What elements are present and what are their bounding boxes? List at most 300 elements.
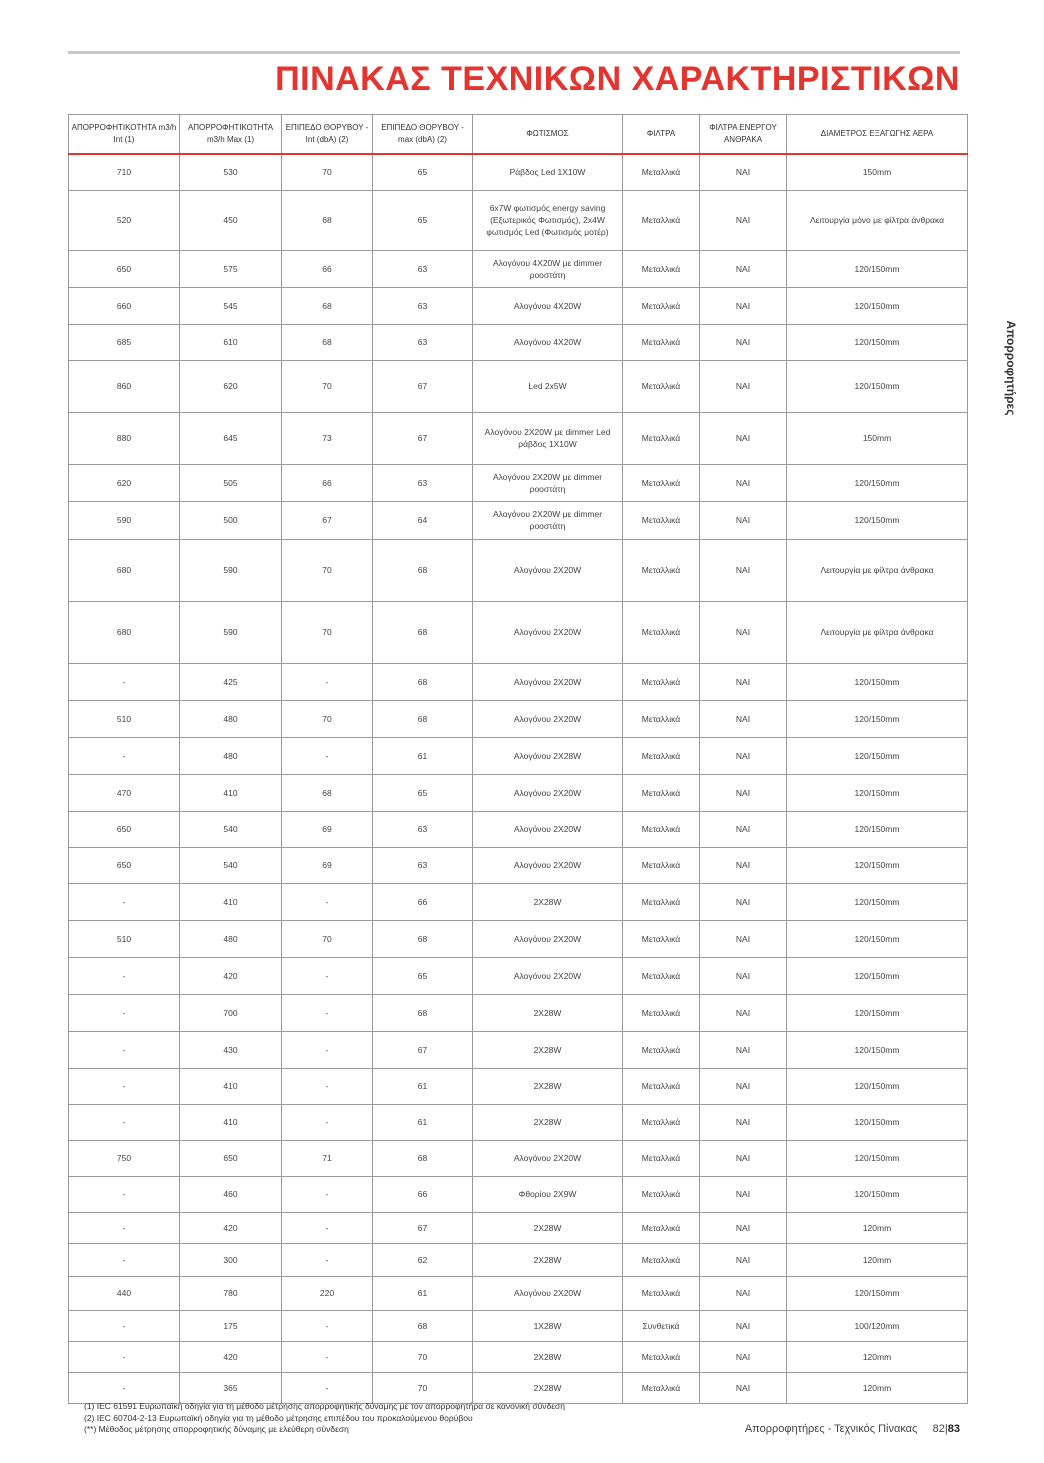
table-cell: ΝΑΙ — [700, 700, 787, 737]
table-cell: 120/150mm — [787, 1104, 968, 1140]
table-cell: 520 — [69, 190, 180, 250]
table-cell: Αλογόνου 2Χ28W — [473, 737, 623, 774]
table-row — [69, 1104, 968, 1140]
table-cell: 68 — [373, 700, 473, 737]
table-cell: - — [282, 1176, 373, 1212]
table-cell: 68 — [373, 920, 473, 957]
table-cell: 120/150mm — [787, 663, 968, 700]
table-cell: 69 — [282, 847, 373, 883]
table-cell: 120/150mm — [787, 811, 968, 847]
table-cell: 860 — [69, 360, 180, 412]
table-cell: ΝΑΙ — [700, 1176, 787, 1212]
table-cell: 645 — [180, 412, 282, 464]
table-cell: Μεταλλικά — [623, 1372, 700, 1403]
table-cell: 710 — [69, 154, 180, 190]
page-number-left: 82 — [932, 1423, 945, 1435]
table-row — [69, 464, 968, 501]
table-cell: - — [69, 1310, 180, 1341]
table-cell: 440 — [69, 1276, 180, 1310]
table-cell: 120/150mm — [787, 1176, 968, 1212]
table-row — [69, 1176, 968, 1212]
table-cell: 450 — [180, 190, 282, 250]
table-row — [69, 324, 968, 360]
table-cell: Μεταλλικά — [623, 920, 700, 957]
table-cell: Μεταλλικά — [623, 501, 700, 539]
table-cell: 120/150mm — [787, 737, 968, 774]
table-cell: Αλογόνου 2Χ20W — [473, 700, 623, 737]
table-cell: Αλογόνου 2Χ20W — [473, 774, 623, 811]
table-cell: ΝΑΙ — [700, 190, 787, 250]
top-rule — [68, 51, 960, 54]
table-cell: - — [282, 1068, 373, 1104]
table-cell: Μεταλλικά — [623, 464, 700, 501]
table-cell: 67 — [282, 501, 373, 539]
table-cell: Αλογόνου 2Χ20W — [473, 847, 623, 883]
table-cell: 68 — [373, 994, 473, 1031]
table-cell: Μεταλλικά — [623, 1031, 700, 1068]
table-cell: ΝΑΙ — [700, 1310, 787, 1341]
table-cell: ΝΑΙ — [700, 1243, 787, 1276]
table-cell: - — [282, 957, 373, 994]
table-cell: ΝΑΙ — [700, 1031, 787, 1068]
table-cell: Μεταλλικά — [623, 154, 700, 190]
table-cell: ΝΑΙ — [700, 287, 787, 324]
table-cell: Λειτουργία με φίλτρα άνθρακα — [787, 601, 968, 663]
table-cell: 68 — [373, 601, 473, 663]
column-header: ΕΠΙΠΕΔΟ ΘΟΡΥΒΟΥ - Int (dbA) (2) — [282, 115, 373, 155]
table-cell: 685 — [69, 324, 180, 360]
table-cell: Αλογόνου 2Χ20W με dimmer ροοστάτη — [473, 501, 623, 539]
table-cell: ΝΑΙ — [700, 811, 787, 847]
table-cell: 70 — [282, 920, 373, 957]
table-row — [69, 601, 968, 663]
table-cell: - — [69, 663, 180, 700]
table-cell: 530 — [180, 154, 282, 190]
table-cell: 540 — [180, 847, 282, 883]
table-cell: 2Χ28W — [473, 1104, 623, 1140]
table-cell: ΝΑΙ — [700, 737, 787, 774]
column-header: ΦΙΛΤΡΑ ΕΝΕΡΓΟΥ ΑΝΘΡΑΚΑ — [700, 115, 787, 155]
table-cell: 120/150mm — [787, 1276, 968, 1310]
table-cell: 590 — [69, 501, 180, 539]
table-cell: 505 — [180, 464, 282, 501]
table-row — [69, 1243, 968, 1276]
table-cell: 120mm — [787, 1212, 968, 1243]
table-cell: ΝΑΙ — [700, 774, 787, 811]
table-cell: - — [69, 1212, 180, 1243]
table-row — [69, 1276, 968, 1310]
table-cell: - — [69, 1104, 180, 1140]
table-cell: 120/150mm — [787, 1068, 968, 1104]
table-cell: Μεταλλικά — [623, 1212, 700, 1243]
table-row — [69, 663, 968, 700]
table-cell: ΝΑΙ — [700, 1212, 787, 1243]
table-cell: 73 — [282, 412, 373, 464]
table-cell: 650 — [69, 847, 180, 883]
table-cell: 610 — [180, 324, 282, 360]
table-cell: 69 — [282, 811, 373, 847]
table-cell: Μεταλλικά — [623, 1104, 700, 1140]
table-cell: ΝΑΙ — [700, 539, 787, 601]
table-cell: 410 — [180, 883, 282, 920]
table-cell: Μεταλλικά — [623, 737, 700, 774]
table-cell: 2Χ28W — [473, 1031, 623, 1068]
table-row — [69, 190, 968, 250]
table-cell: Led 2x5W — [473, 360, 623, 412]
table-row — [69, 883, 968, 920]
table-cell: 300 — [180, 1243, 282, 1276]
table-cell: - — [282, 1243, 373, 1276]
table-cell: 650 — [180, 1140, 282, 1176]
table-cell: 61 — [373, 1104, 473, 1140]
table-cell: 2Χ28W — [473, 883, 623, 920]
table-cell: Αλογόνου 4Χ20W με dimmer ροοστάτη — [473, 250, 623, 287]
table-cell: 120/150mm — [787, 464, 968, 501]
side-section-label: Απορροφητήρες — [1004, 320, 1018, 416]
table-cell: 540 — [180, 811, 282, 847]
table-cell: Μεταλλικά — [623, 1068, 700, 1104]
table-cell: 64 — [373, 501, 473, 539]
table-body — [69, 154, 968, 1403]
table-cell: - — [69, 1243, 180, 1276]
table-cell: 2Χ28W — [473, 1212, 623, 1243]
table-cell: 61 — [373, 1276, 473, 1310]
table-cell: 590 — [180, 539, 282, 601]
table-cell: 120mm — [787, 1372, 968, 1403]
table-cell: - — [69, 737, 180, 774]
table-cell: 220 — [282, 1276, 373, 1310]
table-cell: 67 — [373, 1212, 473, 1243]
table-cell: 620 — [180, 360, 282, 412]
table-cell: 120/150mm — [787, 1140, 968, 1176]
table-cell: 2Χ28W — [473, 1372, 623, 1403]
table-cell: 150mm — [787, 154, 968, 190]
column-header: ΦΙΛΤΡΑ — [623, 115, 700, 155]
table-cell: - — [69, 1176, 180, 1212]
table-cell: Μεταλλικά — [623, 847, 700, 883]
table-cell: 68 — [282, 190, 373, 250]
table-cell: 71 — [282, 1140, 373, 1176]
table-cell: 68 — [373, 1310, 473, 1341]
table-cell: 620 — [69, 464, 180, 501]
table-cell: 68 — [282, 774, 373, 811]
table-cell: Αλογόνου 4Χ20W — [473, 324, 623, 360]
table-cell: 70 — [373, 1341, 473, 1372]
table-cell: 410 — [180, 1068, 282, 1104]
table-row — [69, 774, 968, 811]
column-header: ΔΙΑΜΕΤΡΟΣ ΕΞΑΓΩΓΗΣ ΑΕΡΑ — [787, 115, 968, 155]
table-cell: 65 — [373, 190, 473, 250]
table-cell: Φθορίου 2Χ9W — [473, 1176, 623, 1212]
table-row — [69, 994, 968, 1031]
table-cell: 68 — [373, 539, 473, 601]
table-cell: 590 — [180, 601, 282, 663]
table-cell: Μεταλλικά — [623, 663, 700, 700]
spec-table — [68, 114, 968, 1404]
table-row — [69, 539, 968, 601]
table-row — [69, 360, 968, 412]
table-cell: Μεταλλικά — [623, 190, 700, 250]
table-cell: 510 — [69, 920, 180, 957]
table-cell: 425 — [180, 663, 282, 700]
table-cell: 68 — [373, 663, 473, 700]
table-cell: 120/150mm — [787, 774, 968, 811]
table-cell: 61 — [373, 1068, 473, 1104]
table-cell: Μεταλλικά — [623, 994, 700, 1031]
table-cell: - — [282, 883, 373, 920]
table-row — [69, 250, 968, 287]
table-cell: Μεταλλικά — [623, 324, 700, 360]
table-cell: Λειτουργία με φίλτρα άνθρακα — [787, 539, 968, 601]
table-row — [69, 1212, 968, 1243]
table-cell: 420 — [180, 957, 282, 994]
table-cell: ΝΑΙ — [700, 994, 787, 1031]
table-cell: 120/150mm — [787, 287, 968, 324]
footnote-3: (**) Μέθοδος μέτρησης απορροφητικής δύναμης με ελεύθερη σύνδεση — [84, 1424, 349, 1434]
table-row — [69, 1372, 968, 1403]
table-cell: - — [282, 1212, 373, 1243]
footer-text: Απορροφητήρες - Τεχνικός Πίνακας — [744, 1423, 918, 1435]
table-cell: ΝΑΙ — [700, 1140, 787, 1176]
table-cell: 650 — [69, 811, 180, 847]
table-cell: 63 — [373, 811, 473, 847]
table-cell: ΝΑΙ — [700, 663, 787, 700]
table-cell: 1Χ28W — [473, 1310, 623, 1341]
table-cell: 2Χ28W — [473, 1068, 623, 1104]
table-cell: ΝΑΙ — [700, 601, 787, 663]
table-cell: Μεταλλικά — [623, 1276, 700, 1310]
table-cell: Μεταλλικά — [623, 539, 700, 601]
table-row — [69, 1310, 968, 1341]
table-cell: ΝΑΙ — [700, 1104, 787, 1140]
table-row — [69, 1341, 968, 1372]
table-cell: 68 — [373, 1140, 473, 1176]
table-cell: 66 — [373, 1176, 473, 1212]
table-cell: Αλογόνου 2Χ20W — [473, 539, 623, 601]
table-cell: 70 — [282, 360, 373, 412]
table-cell: Ράβδος Led 1X10W — [473, 154, 623, 190]
table-cell: Μεταλλικά — [623, 811, 700, 847]
table-cell: 120/150mm — [787, 847, 968, 883]
column-header: ΕΠΙΠΕΔΟ ΘΟΡΥΒΟΥ - max (dbA) (2) — [373, 115, 473, 155]
table-cell: ΝΑΙ — [700, 957, 787, 994]
table-cell: 120/150mm — [787, 883, 968, 920]
table-cell: 545 — [180, 287, 282, 324]
table-header-row — [69, 115, 968, 155]
table-cell: 63 — [373, 324, 473, 360]
table-cell: 61 — [373, 737, 473, 774]
footnote-2: (2) IEC 60704-2-13 Ευρωπαϊκή οδηγία για τη μέθοδο μέτρησης επιπέδου του προκαλούμενου θορύβου — [84, 1412, 473, 1423]
table-cell: Αλογόνου 2Χ20W — [473, 1140, 623, 1176]
table-cell: 120/150mm — [787, 957, 968, 994]
table-cell: 68 — [282, 324, 373, 360]
table-cell: ΝΑΙ — [700, 847, 787, 883]
table-cell: - — [69, 1372, 180, 1403]
table-cell: ΝΑΙ — [700, 464, 787, 501]
table-cell: ΝΑΙ — [700, 324, 787, 360]
table-cell: 63 — [373, 464, 473, 501]
table-cell: 780 — [180, 1276, 282, 1310]
table-cell: ΝΑΙ — [700, 360, 787, 412]
table-row — [69, 920, 968, 957]
table-cell: 70 — [282, 154, 373, 190]
table-cell: ΝΑΙ — [700, 250, 787, 287]
table-row — [69, 287, 968, 324]
table-cell: 62 — [373, 1243, 473, 1276]
table-cell: Μεταλλικά — [623, 1176, 700, 1212]
table-cell: 480 — [180, 700, 282, 737]
table-cell: 63 — [373, 847, 473, 883]
table-cell: ΝΑΙ — [700, 501, 787, 539]
table-row — [69, 737, 968, 774]
table-cell: - — [282, 663, 373, 700]
column-header: ΦΩΤΙΣΜΟΣ — [473, 115, 623, 155]
table-cell: 470 — [69, 774, 180, 811]
table-row — [69, 501, 968, 539]
table-row — [69, 957, 968, 994]
table-row — [69, 700, 968, 737]
table-cell: ΝΑΙ — [700, 883, 787, 920]
table-cell: Μεταλλικά — [623, 601, 700, 663]
table-cell: 70 — [282, 700, 373, 737]
table-cell: Μεταλλικά — [623, 360, 700, 412]
table-cell: 120/150mm — [787, 324, 968, 360]
table-cell: - — [282, 1104, 373, 1140]
table-cell: Μεταλλικά — [623, 287, 700, 324]
table-cell: 120/150mm — [787, 360, 968, 412]
table-cell: 120/150mm — [787, 920, 968, 957]
table-cell: Μεταλλικά — [623, 774, 700, 811]
table-cell: 420 — [180, 1212, 282, 1243]
table-cell: - — [282, 1031, 373, 1068]
table-cell: 660 — [69, 287, 180, 324]
table-cell: 2Χ28W — [473, 1341, 623, 1372]
table-cell: 65 — [373, 957, 473, 994]
table-cell: 70 — [282, 601, 373, 663]
table-cell: 480 — [180, 920, 282, 957]
table-cell: Αλογόνου 2Χ20W — [473, 957, 623, 994]
table-cell: Αλογόνου 2Χ20W — [473, 663, 623, 700]
table-cell: 68 — [282, 287, 373, 324]
table-row — [69, 412, 968, 464]
table-cell: ΝΑΙ — [700, 1372, 787, 1403]
page-title: ΠΙΝΑΚΑΣ ΤΕΧΝΙΚΩΝ ΧΑΡΑΚΤΗΡΙΣΤΙΚΩΝ — [275, 60, 960, 98]
table-row — [69, 1031, 968, 1068]
table-cell: 67 — [373, 412, 473, 464]
table-cell: ΝΑΙ — [700, 1341, 787, 1372]
table-cell: 120/150mm — [787, 700, 968, 737]
table-cell: Μεταλλικά — [623, 412, 700, 464]
footnote-1: (1) IEC 61591 Ευρωπαϊκή οδηγία για τη μέθοδο μέτρησης απορροφητικής δύναμης με τον απορροφητήρα σε κανονική σύνδεση — [84, 1401, 566, 1411]
table-cell: - — [69, 994, 180, 1031]
table-cell: 66 — [282, 250, 373, 287]
table-cell: ΝΑΙ — [700, 920, 787, 957]
table-cell: - — [69, 1031, 180, 1068]
table-cell: 420 — [180, 1341, 282, 1372]
table-cell: 500 — [180, 501, 282, 539]
table-cell: - — [282, 1341, 373, 1372]
table-cell: Μεταλλικά — [623, 1243, 700, 1276]
table-cell: 63 — [373, 287, 473, 324]
table-row — [69, 847, 968, 883]
table-row — [69, 1140, 968, 1176]
table-cell: Αλογόνου 2Χ20W με dimmer ροοστάτη — [473, 464, 623, 501]
table-cell: 880 — [69, 412, 180, 464]
table-cell: Μεταλλικά — [623, 957, 700, 994]
table-cell: 430 — [180, 1031, 282, 1068]
table-cell: Μεταλλικά — [623, 250, 700, 287]
table-cell: 67 — [373, 360, 473, 412]
table-cell: Αλογόνου 2Χ20W με dimmer Led ράβδος 1X10W — [473, 412, 623, 464]
table-cell: 175 — [180, 1310, 282, 1341]
table-cell: 460 — [180, 1176, 282, 1212]
table-cell: 575 — [180, 250, 282, 287]
table-cell: - — [282, 737, 373, 774]
table-cell: 650 — [69, 250, 180, 287]
table-cell: 150mm — [787, 412, 968, 464]
table-cell: Μεταλλικά — [623, 700, 700, 737]
table-cell: Μεταλλικά — [623, 1140, 700, 1176]
table-cell: 410 — [180, 774, 282, 811]
table-cell: 100/120mm — [787, 1310, 968, 1341]
table-cell: - — [69, 957, 180, 994]
table-cell: ΝΑΙ — [700, 1068, 787, 1104]
table-cell: - — [69, 883, 180, 920]
table-cell: - — [69, 1068, 180, 1104]
table-cell: 120/150mm — [787, 501, 968, 539]
table-cell: Αλογόνου 4Χ20W — [473, 287, 623, 324]
table-cell: 510 — [69, 700, 180, 737]
table-cell: 67 — [373, 1031, 473, 1068]
table-cell: Μεταλλικά — [623, 883, 700, 920]
table-cell: 750 — [69, 1140, 180, 1176]
table-cell: 66 — [373, 883, 473, 920]
table-row — [69, 154, 968, 190]
table-cell: Αλογόνου 2Χ20W — [473, 811, 623, 847]
table-cell: 365 — [180, 1372, 282, 1403]
table-cell: 2Χ28W — [473, 1243, 623, 1276]
footnotes — [84, 1401, 565, 1436]
table-cell: 120/150mm — [787, 994, 968, 1031]
table-cell: ΝΑΙ — [700, 1276, 787, 1310]
table-row — [69, 1068, 968, 1104]
table-cell: 70 — [373, 1372, 473, 1403]
table-cell: Μεταλλικά — [623, 1341, 700, 1372]
table-cell: 65 — [373, 774, 473, 811]
table-cell: - — [282, 1372, 373, 1403]
column-header: ΑΠΟΡΡΟΦΗΤΙΚΟΤΗΤΑ m3/h Max (1) — [180, 115, 282, 155]
table-cell: 700 — [180, 994, 282, 1031]
table-cell: Συνθετικά — [623, 1310, 700, 1341]
table-cell: 680 — [69, 601, 180, 663]
table-cell: Αλογόνου 2Χ20W — [473, 601, 623, 663]
table-cell: 70 — [282, 539, 373, 601]
column-header: ΑΠΟΡΡΟΦΗΤΙΚΟΤΗΤΑ m3/h Int (1) — [69, 115, 180, 155]
table-cell: 410 — [180, 1104, 282, 1140]
table-cell: 120/150mm — [787, 1031, 968, 1068]
table-cell: - — [282, 994, 373, 1031]
page-separator: | — [944, 1423, 948, 1435]
table-cell: 120mm — [787, 1243, 968, 1276]
table-row — [69, 811, 968, 847]
page-footer — [700, 1423, 960, 1435]
table-cell: 680 — [69, 539, 180, 601]
page-number-right: 83 — [947, 1423, 960, 1435]
table-cell: 63 — [373, 250, 473, 287]
table-cell: 120/150mm — [787, 250, 968, 287]
table-cell: - — [282, 1310, 373, 1341]
table-cell: - — [69, 1341, 180, 1372]
